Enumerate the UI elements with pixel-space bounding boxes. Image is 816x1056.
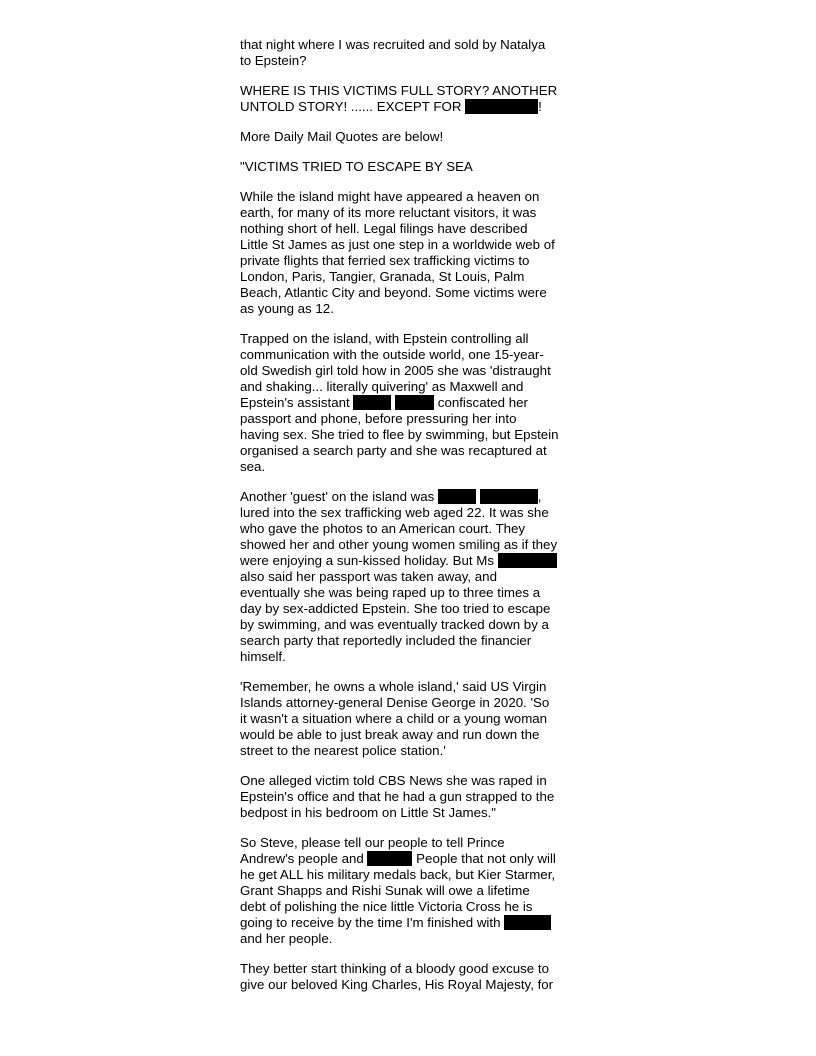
section-heading [240, 159, 580, 175]
redaction-block [498, 553, 557, 568]
paragraph [240, 961, 580, 993]
text-run: confiscated her passport and phone, before pressuring her into having sex. She tried to flee by swimming, but Epstein organised a search party and she was recaptured at sea. [240, 395, 559, 474]
document-page [240, 37, 580, 1007]
text-run: They better start thinking of a bloody good excuse to give our beloved King Charles, His Royal Majesty, for [240, 961, 554, 992]
redaction-block [465, 99, 538, 114]
text-run: "VICTIMS TRIED TO ESCAPE BY SEA [240, 159, 473, 174]
paragraph [240, 129, 580, 145]
text-run: While the island might have appeared a heaven on earth, for many of its more reluctant visitors, it was nothing short of hell. Legal filings have described Little St James as just one step in a worldwide web of private flights that ferried sex trafficking victims to London, Paris, Tangier, Granada, St Louis, Palm Beach, Atlantic City and beyond. Some victims were as young as 12. [240, 189, 555, 316]
text-run: that night where I was recruited and sold by Natalya to Epstein? [240, 37, 546, 68]
text-run: ! [538, 99, 542, 114]
redaction-block [353, 395, 391, 410]
paragraph [240, 331, 580, 475]
redaction-block [504, 915, 551, 930]
text-run: So Steve, please tell our people to tell Prince Andrew's people and [240, 835, 505, 866]
paragraph [240, 835, 580, 947]
redaction-block [367, 851, 412, 866]
text-run: People that not only will he get ALL his military medals back, but Kier Starmer, Grant Shapps and Rishi Sunak will owe a lifetime debt of polishing the nice little Victoria Cross he is going to receive by the time I'm finished with [240, 851, 556, 930]
paragraph [240, 37, 580, 69]
paragraph [240, 679, 580, 759]
text-run: and her people. [240, 931, 333, 946]
text-run: , lured into the sex trafficking web aged 22. It was she who gave the photos to an American court. They showed her and other young women smiling as if they were enjoying a sun-kissed holiday. But Ms [240, 489, 558, 568]
text-run: 'Remember, he owns a whole island,' said US Virgin Islands attorney-general Denise George in 2020. 'So it wasn't a situation where a child or a young woman would be able to just break away and run down the street to the nearest police station.' [240, 679, 550, 758]
text-run: WHERE IS THIS VICTIMS FULL STORY? ANOTHER UNTOLD STORY! ...... EXCEPT FOR [240, 83, 558, 114]
text-run: Trapped on the island, with Epstein controlling all communication with the outside world, one 15-year- old Swedish girl told how in 2005 she was 'distraught and shaking... literally quivering' as Maxwell and Epstein's assistant [240, 331, 551, 410]
redaction-block [438, 489, 476, 504]
paragraph [240, 189, 580, 317]
text-run: also said her passport was taken away, and eventually she was being raped up to three times a day by sex-addicted Epstein. She too tried to escape by swimming, and was eventually tracked down by a search party that reportedly included the financier himself. [240, 569, 551, 664]
text-run: Another 'guest' on the island was [240, 489, 439, 504]
text-run: More Daily Mail Quotes are below! [240, 129, 444, 144]
paragraph [240, 83, 580, 115]
paragraph [240, 489, 580, 665]
text-run: One alleged victim told CBS News she was raped in Epstein's office and that he had a gun strapped to the bedpost in his bedroom on Little St James." [240, 773, 555, 820]
redaction-block [480, 489, 538, 504]
paragraph [240, 773, 580, 821]
redaction-block [395, 395, 434, 410]
